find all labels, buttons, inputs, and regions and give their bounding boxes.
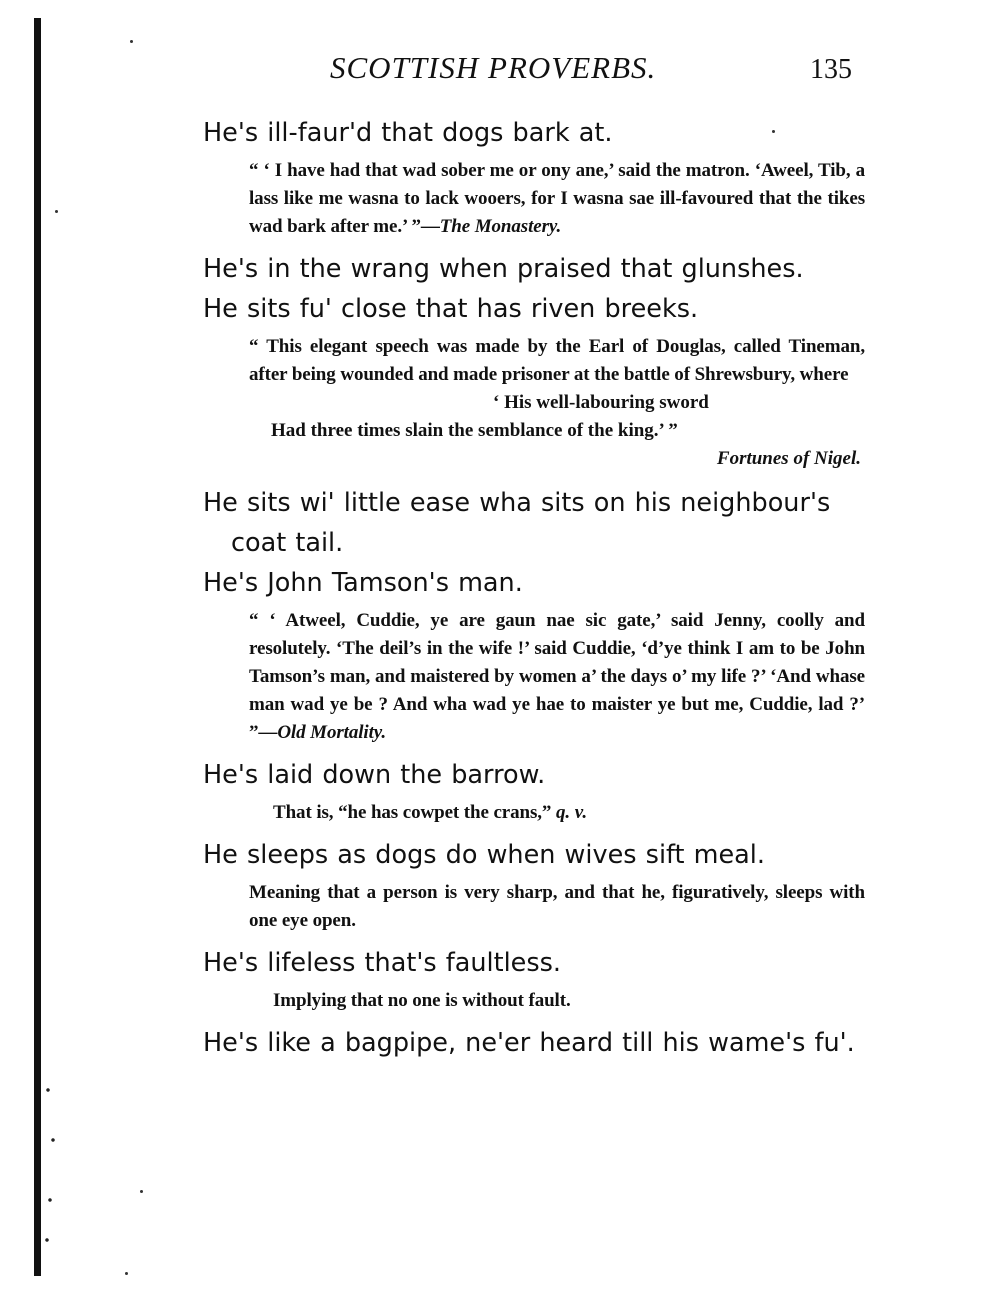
note-source: q. v. — [556, 802, 587, 823]
scan-specks — [44, 1080, 58, 1280]
proverb-note — [249, 607, 865, 747]
proverb-note — [249, 157, 865, 241]
note-text: “ ‘ Atweel, Cuddie, ye are gaun nae sic gate,’ said Jenny, coolly and resolutely. ‘The deil’s in the wife !’ said Cuddie, ‘d’ye think I am to be John Tamson’s man, and maistered by women a’ the days o’ my life ?’ ‘And whase man wad ye be ? And wha wad ye hae to maister ye but me, Cuddie, lad ?’ ”— — [249, 610, 865, 743]
scan-speck — [140, 1190, 143, 1193]
verse-line: Had three times slain the semblance of the king.’ ” — [271, 420, 678, 441]
proverb-note: Implying that no one is without fault. — [273, 990, 571, 1011]
proverb: He's laid down the barrow. — [203, 760, 546, 790]
proverb: He's John Tamson's man. — [203, 568, 523, 598]
scan-speck — [125, 1272, 128, 1275]
proverb-note: “ This elegant speech was made by the Earl of Douglas, called Tineman, after being wounded and made prisoner at the battle of Shrewsbury, where — [249, 336, 865, 385]
binding-edge — [34, 18, 41, 1276]
scan-speck — [130, 40, 133, 43]
proverb-note — [273, 799, 865, 827]
verse-line: ‘ His well-labouring sword — [493, 392, 709, 413]
proverb: He's in the wrang when praised that glunshes. — [203, 254, 804, 284]
proverb: He sits wi' little ease wha sits on his neighbour's coat tail. — [203, 488, 831, 558]
scan-speck — [55, 210, 58, 213]
running-head: SCOTTISH PROVERBS. — [330, 50, 657, 85]
note-text: “ ‘ I have had that wad sober me or ony ane,’ said the matron. ‘Aweel, Tib, a lass like me wasna to lack wooers, for I wasna sae ill-favoured that the tikes wad bark after me.’ ”— — [249, 160, 865, 237]
page-body — [203, 113, 865, 1063]
note-source: The Monastery. — [439, 216, 562, 237]
page-number: 135 — [810, 54, 852, 85]
note-text: That is, “he has cowpet the crans,” — [273, 802, 556, 823]
proverb: He's lifeless that's faultless. — [203, 948, 562, 978]
proverb: He's like a bagpipe, ne'er heard till his wame's fu'. — [203, 1028, 855, 1058]
note-source: Old Mortality. — [277, 722, 387, 743]
proverb-note: Meaning that a person is very sharp, and that he, figuratively, sleeps with one eye open. — [249, 882, 865, 931]
proverb: He's ill-faur'd that dogs bark at. — [203, 118, 613, 148]
proverb: He sleeps as dogs do when wives sift meal. — [203, 840, 766, 870]
proverb: He sits fu' close that has riven breeks. — [203, 294, 699, 324]
note-attribution: Fortunes of Nigel. — [716, 448, 861, 469]
